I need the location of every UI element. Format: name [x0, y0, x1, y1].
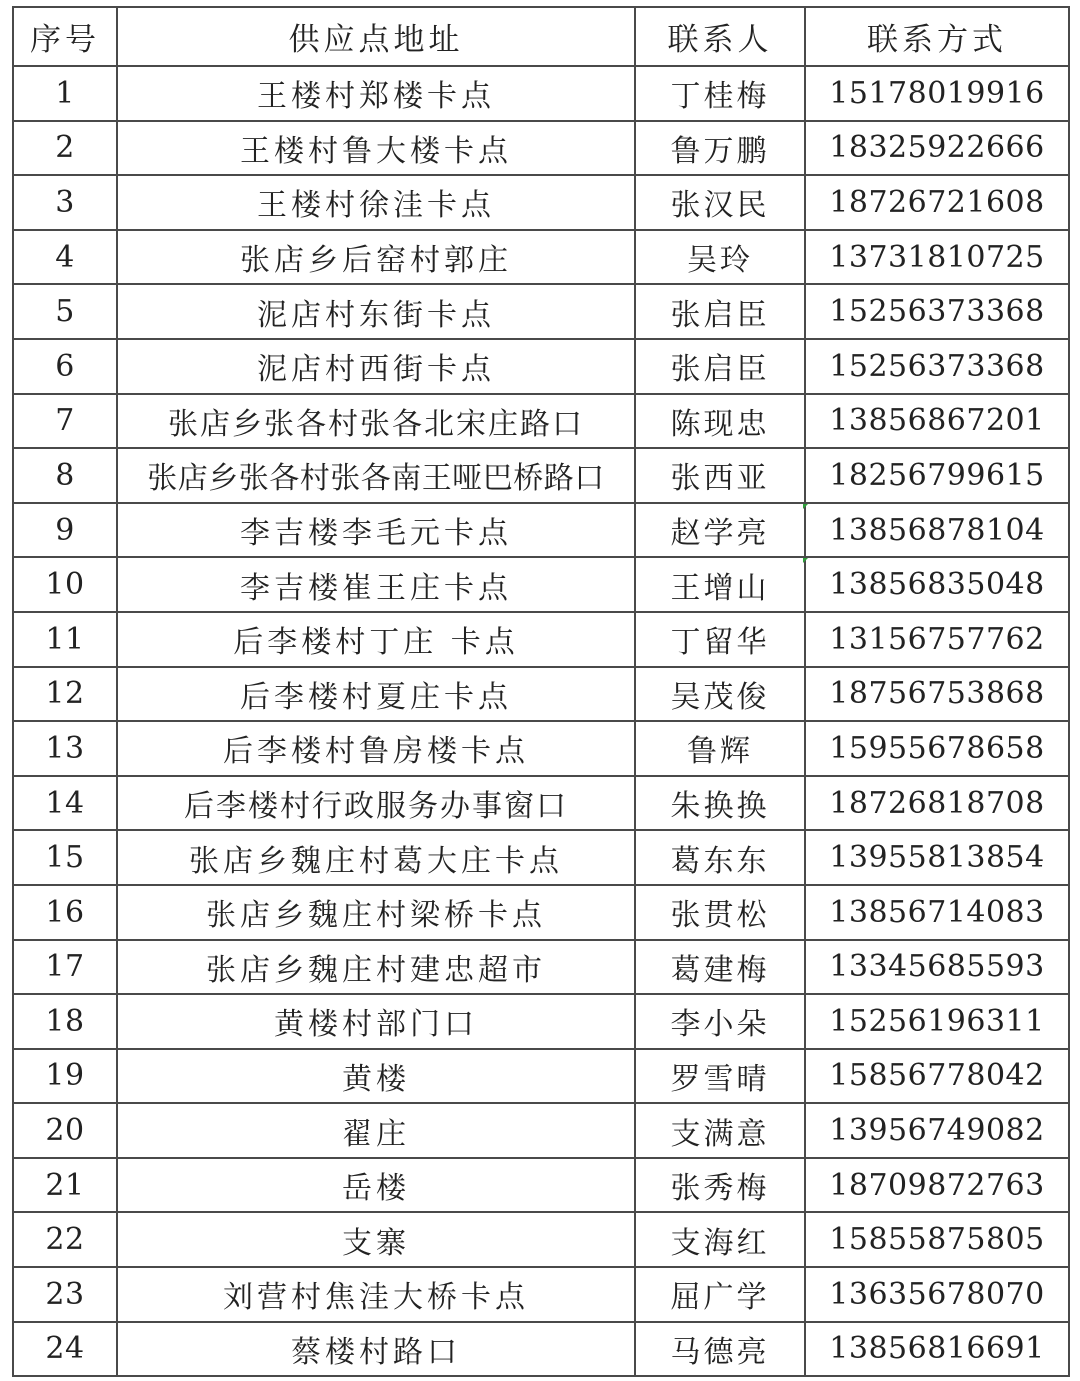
row-number: 3: [13, 175, 117, 230]
row-contact: 李小朵: [635, 994, 805, 1049]
row-number: 21: [13, 1158, 117, 1213]
row-address: 后李楼村夏庄卡点: [117, 667, 635, 722]
row-phone: 15856778042: [805, 1049, 1069, 1104]
row-contact: 张启臣: [635, 339, 805, 394]
row-number: 17: [13, 940, 117, 995]
row-phone: 13635678070: [805, 1267, 1069, 1322]
row-contact: 吴玲: [635, 230, 805, 285]
row-contact: 鲁辉: [635, 721, 805, 776]
header-contact: 联系人: [635, 7, 805, 66]
table-row: [13, 1049, 1069, 1104]
row-phone: 15256196311: [805, 994, 1069, 1049]
table-header-row: [13, 7, 1069, 66]
row-address: 李吉楼崔王庄卡点: [117, 557, 635, 612]
row-number: 16: [13, 885, 117, 940]
row-address: 王楼村郑楼卡点: [117, 66, 635, 121]
row-phone: 15256373368: [805, 284, 1069, 339]
row-phone: 15955678658: [805, 721, 1069, 776]
row-address: 后李楼村丁庄 卡点: [117, 612, 635, 667]
row-address: 张店乡张各村张各南王哑巴桥路口: [117, 448, 635, 503]
row-phone: 15256373368: [805, 339, 1069, 394]
row-phone: 13345685593: [805, 940, 1069, 995]
row-phone: 13856867201: [805, 394, 1069, 449]
row-number: 15: [13, 830, 117, 885]
row-phone: 15178019916: [805, 66, 1069, 121]
header-phone: 联系方式: [805, 7, 1069, 66]
table-row: [13, 503, 1069, 558]
row-contact: 鲁万鹏: [635, 121, 805, 176]
row-phone: 18709872763: [805, 1158, 1069, 1213]
cell-marker-icon: [803, 504, 808, 509]
row-number: 23: [13, 1267, 117, 1322]
table-row: [13, 175, 1069, 230]
row-number: 6: [13, 339, 117, 394]
row-contact: 张西亚: [635, 448, 805, 503]
row-number: 11: [13, 612, 117, 667]
table-row: [13, 1267, 1069, 1322]
row-contact: 吴茂俊: [635, 667, 805, 722]
table-row: [13, 284, 1069, 339]
row-number: 10: [13, 557, 117, 612]
table-row: [13, 66, 1069, 121]
row-contact: 陈现忠: [635, 394, 805, 449]
row-contact: 屈广学: [635, 1267, 805, 1322]
supply-points-sheet: [12, 6, 1068, 1377]
row-address: 黄楼: [117, 1049, 635, 1104]
table-row: [13, 721, 1069, 776]
row-address: 翟庄: [117, 1103, 635, 1158]
row-number: 24: [13, 1322, 117, 1377]
row-phone: 18256799615: [805, 448, 1069, 503]
table-row: [13, 448, 1069, 503]
row-contact: 张贯松: [635, 885, 805, 940]
row-phone: 18325922666: [805, 121, 1069, 176]
row-address: 岳楼: [117, 1158, 635, 1213]
row-phone: 18726818708: [805, 776, 1069, 831]
row-number: 7: [13, 394, 117, 449]
row-address: 王楼村徐洼卡点: [117, 175, 635, 230]
header-address: 供应点地址: [117, 7, 635, 66]
table-row: [13, 776, 1069, 831]
table-row: [13, 940, 1069, 995]
row-contact: 马德亮: [635, 1322, 805, 1377]
row-number: 12: [13, 667, 117, 722]
header-no: 序号: [13, 7, 117, 66]
row-phone: 13856816691: [805, 1322, 1069, 1377]
row-number: 4: [13, 230, 117, 285]
row-contact: 葛东东: [635, 830, 805, 885]
row-phone: 13856835048: [805, 557, 1069, 612]
row-address: 张店乡魏庄村梁桥卡点: [117, 885, 635, 940]
row-address: 张店乡后窑村郭庄: [117, 230, 635, 285]
cell-marker-icon: [803, 558, 808, 563]
row-phone: 13955813854: [805, 830, 1069, 885]
table-row: [13, 612, 1069, 667]
row-address: 泥店村西街卡点: [117, 339, 635, 394]
row-contact: 朱换换: [635, 776, 805, 831]
table-row: [13, 994, 1069, 1049]
row-contact: 王增山: [635, 557, 805, 612]
row-contact: 张秀梅: [635, 1158, 805, 1213]
row-contact: 张启臣: [635, 284, 805, 339]
row-number: 1: [13, 66, 117, 121]
row-address: 蔡楼村路口: [117, 1322, 635, 1377]
row-number: 14: [13, 776, 117, 831]
table-row: [13, 667, 1069, 722]
table-row: [13, 394, 1069, 449]
row-contact: 丁留华: [635, 612, 805, 667]
row-number: 22: [13, 1212, 117, 1267]
table-row: [13, 1322, 1069, 1377]
row-number: 2: [13, 121, 117, 176]
row-contact: 支海红: [635, 1212, 805, 1267]
table-row: [13, 557, 1069, 612]
table-row: [13, 339, 1069, 394]
row-contact: 张汉民: [635, 175, 805, 230]
row-address: 后李楼村行政服务办事窗口: [117, 776, 635, 831]
row-address: 刘营村焦洼大桥卡点: [117, 1267, 635, 1322]
row-contact: 罗雪晴: [635, 1049, 805, 1104]
row-contact: 赵学亮: [635, 503, 805, 558]
row-number: 8: [13, 448, 117, 503]
table-row: [13, 230, 1069, 285]
row-phone: 13856714083: [805, 885, 1069, 940]
table-row: [13, 1103, 1069, 1158]
row-address: 支寨: [117, 1212, 635, 1267]
row-number: 20: [13, 1103, 117, 1158]
row-phone: 13956749082: [805, 1103, 1069, 1158]
row-number: 5: [13, 284, 117, 339]
row-number: 19: [13, 1049, 117, 1104]
row-address: 张店乡魏庄村建忠超市: [117, 940, 635, 995]
table-row: [13, 121, 1069, 176]
row-contact: 支满意: [635, 1103, 805, 1158]
row-phone: 13156757762: [805, 612, 1069, 667]
row-address: 后李楼村鲁房楼卡点: [117, 721, 635, 776]
table-row: [13, 830, 1069, 885]
row-phone: 15855875805: [805, 1212, 1069, 1267]
row-phone: 13731810725: [805, 230, 1069, 285]
row-number: 18: [13, 994, 117, 1049]
row-address: 张店乡张各村张各北宋庄路口: [117, 394, 635, 449]
table-row: [13, 885, 1069, 940]
row-contact: 葛建梅: [635, 940, 805, 995]
row-phone: 13856878104: [805, 503, 1069, 558]
row-number: 9: [13, 503, 117, 558]
row-phone: 18756753868: [805, 667, 1069, 722]
row-address: 张店乡魏庄村葛大庄卡点: [117, 830, 635, 885]
row-phone: 18726721608: [805, 175, 1069, 230]
table-row: [13, 1158, 1069, 1213]
row-number: 13: [13, 721, 117, 776]
supply-points-table: [12, 6, 1070, 1377]
row-address: 黄楼村部门口: [117, 994, 635, 1049]
row-address: 泥店村东街卡点: [117, 284, 635, 339]
row-contact: 丁桂梅: [635, 66, 805, 121]
row-address: 李吉楼李毛元卡点: [117, 503, 635, 558]
row-address: 王楼村鲁大楼卡点: [117, 121, 635, 176]
table-row: [13, 1212, 1069, 1267]
